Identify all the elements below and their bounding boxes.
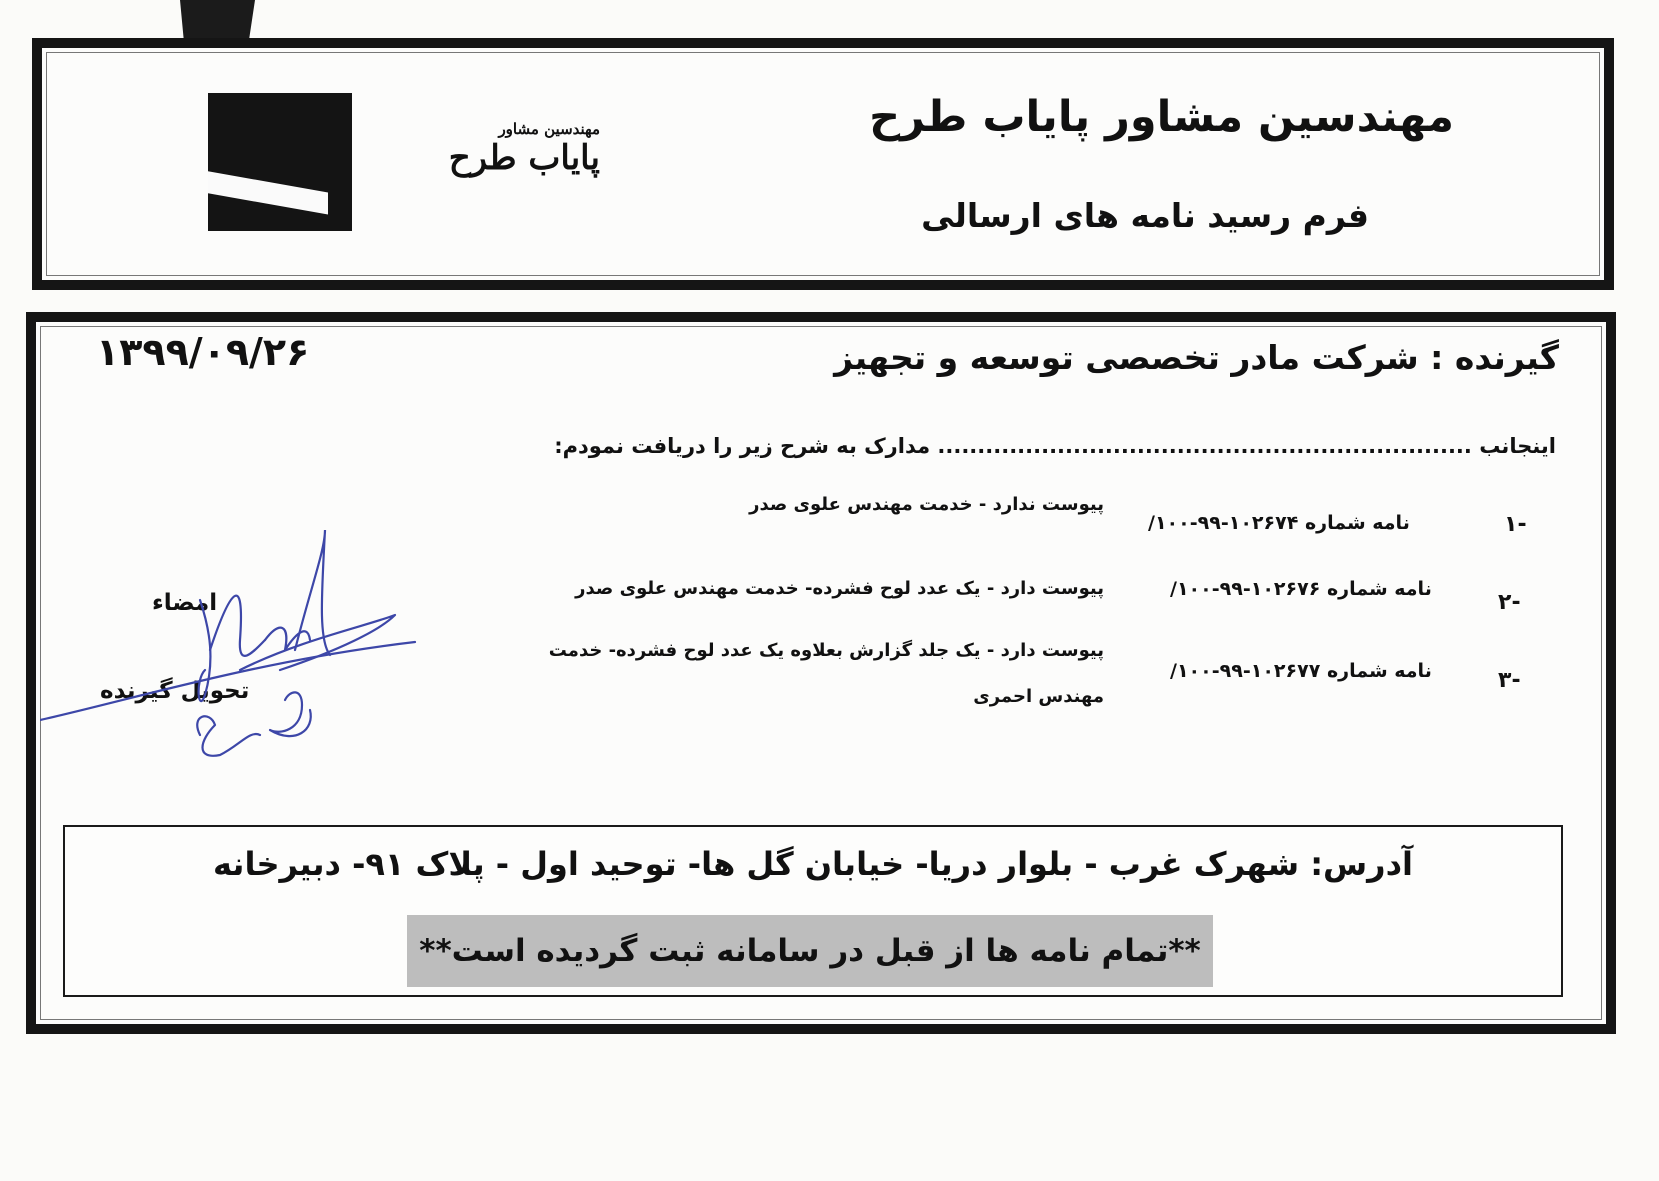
- company-name: مهندسین مشاور پایاب طرح: [869, 92, 1454, 142]
- receiver-label: تحویل گیرنده: [100, 678, 250, 704]
- signature-label: امضاء: [152, 590, 218, 616]
- item-index: -۳: [1498, 668, 1521, 693]
- item-description: پیوست دارد - یک جلد گزارش بعلاوه یک عدد لوح فشرده- خدمت مهندس احمری: [548, 640, 1104, 707]
- item-description: پیوست ندارد - خدمت مهندس علوی صدر: [749, 494, 1104, 515]
- item-letter-number: نامه شماره ۱۰۲۶۷۶-۹۹-۱۰۰/: [1170, 578, 1432, 600]
- handwritten-signature: [40, 530, 440, 790]
- item-index: -۱: [1504, 512, 1527, 537]
- recipient-line: گیرنده : شرکت مادر تخصصی توسعه و تجهیز: [834, 338, 1559, 377]
- item-letter-number: نامه شماره ۱۰۲۶۷۴-۹۹-۱۰۰/: [1148, 512, 1410, 534]
- torn-tab-mark: [180, 0, 255, 40]
- registration-note: **تمام نامه ها از قبل در سامانه ثبت گردیده است**: [407, 915, 1213, 987]
- item-letter-number: نامه شماره ۱۰۲۶۷۷-۹۹-۱۰۰/: [1170, 660, 1432, 682]
- date-stamp: ۱۳۹۹/۰۹/۲۶: [96, 330, 310, 374]
- logo-big-text: پایاب طرح: [448, 138, 600, 178]
- logo-small-text: مهندسین مشاور: [498, 120, 600, 138]
- address-box: [63, 825, 1563, 997]
- item-description: پیوست دارد - یک عدد لوح فشرده- خدمت مهندس علوی صدر: [575, 578, 1104, 599]
- logo-wordmark: [370, 120, 600, 176]
- address-line: آدرس: شهرک غرب - بلوار دریا- خیابان گل ها- توحید اول - پلاک ۹۱- دبیرخانه: [213, 845, 1413, 883]
- company-logo-icon: [208, 93, 352, 231]
- form-title: فرم رسید نامه های ارسالی: [921, 196, 1369, 235]
- receipt-statement: اینجانب ................................................................... مدارک به شرح زیر را دریافت نمودم:: [554, 434, 1556, 458]
- item-index: -۲: [1498, 590, 1521, 615]
